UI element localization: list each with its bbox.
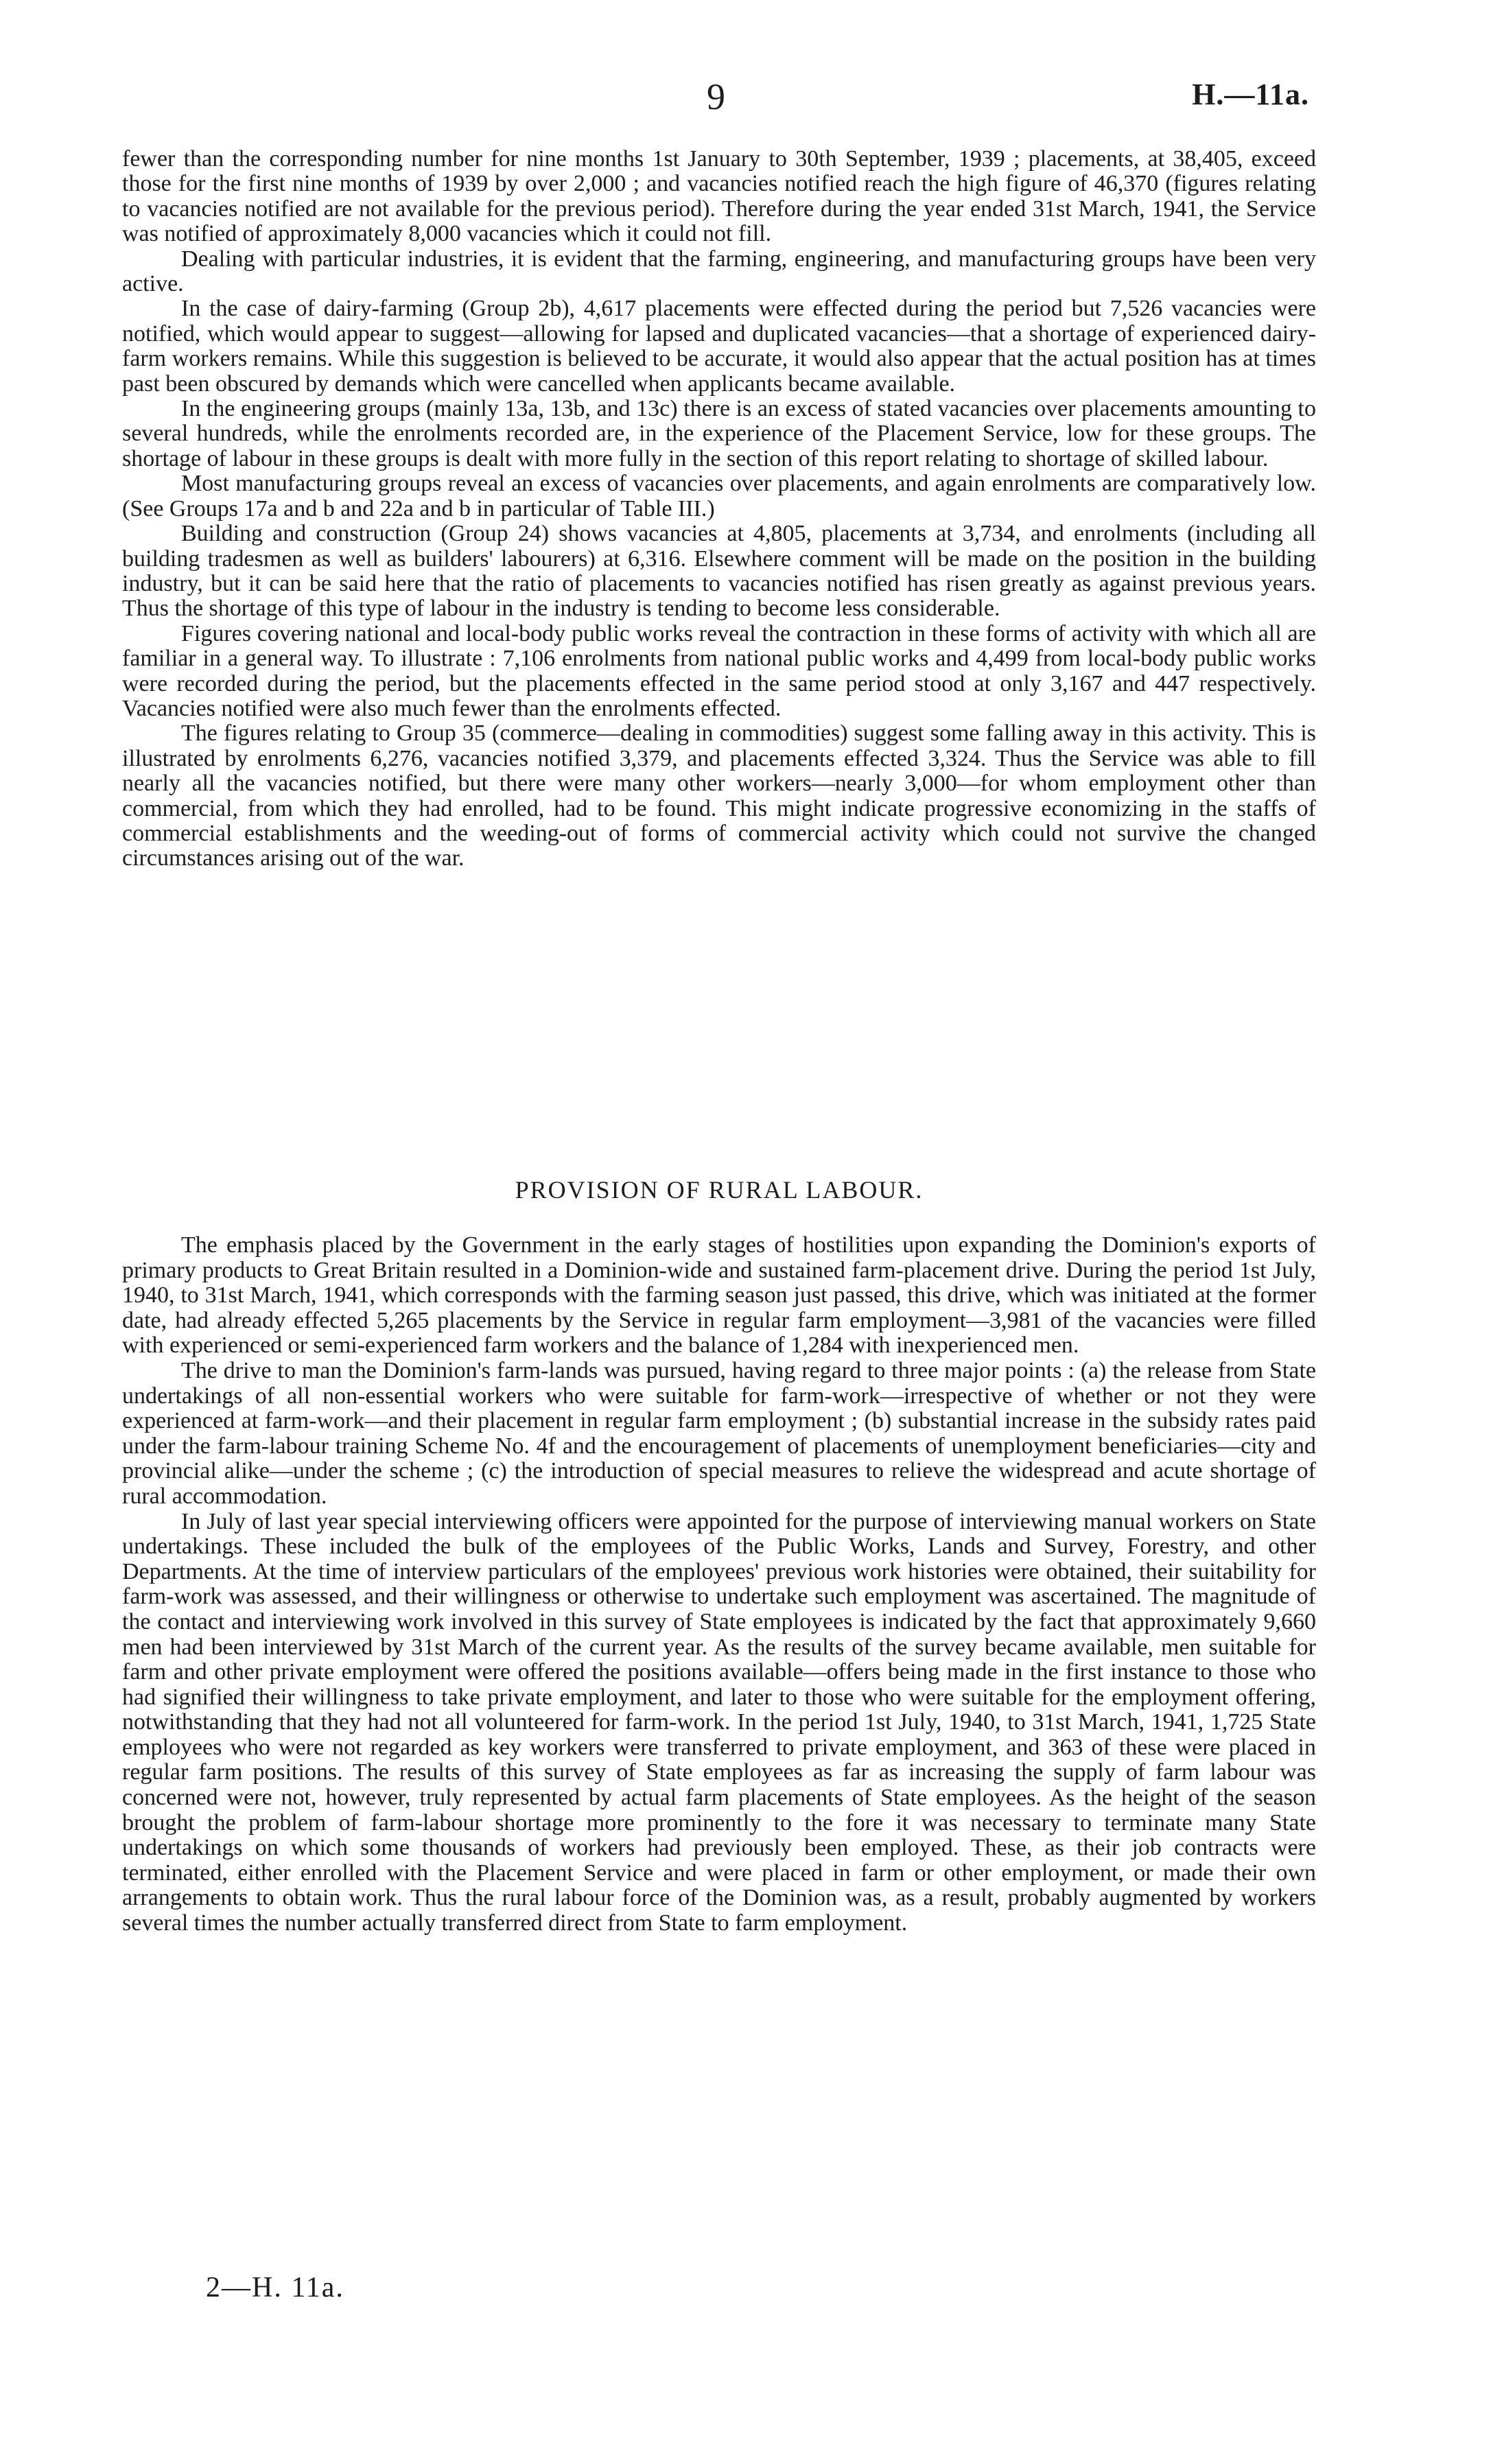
paragraph: Figures covering national and local-body public works reveal the contraction in these forms of activity with which all are familiar in a general way. To illustrate : 7,106 enrolments from national public works and 4,499 from local-body public works were recorded during the period, but the placements effected in the same period stood at only 3,167 and 447 respectively. Vacancies notified were also much fewer than the enrolments effected. bbox=[122, 620, 1316, 721]
paragraph: fewer than the corresponding number for nine months 1st January to 30th September, 1939 ; placements, at 38,405, exceed those for the first nine months of 1939 by over 2,000 ; and vacancies notified reach the high figure of 46,370 (figures relating to vacancies notified are not available for the previous period). Therefore during the year ended 31st March, 1941, the Service was notified of approximately 8,000 vacancies which it could not fill. bbox=[122, 146, 1316, 247]
paragraph: In the case of dairy-farming (Group 2b), 4,617 placements were effected during the period but 7,526 vacancies were notified, which would appear to suggest—allowing for lapsed and duplicated vacancies—that a shortage of experienced dairy-farm workers remains. While this suggestion is believed to be accurate, it would also appear that the actual position has at times past been obscured by demands which were cancelled when applicants became available. bbox=[122, 296, 1316, 397]
paragraph: Dealing with particular industries, it is evident that the farming, engineering, and manufacturing groups have been very active. bbox=[122, 246, 1316, 297]
section-2-body bbox=[122, 1233, 1316, 1936]
paragraph: The emphasis placed by the Government in the early stages of hostilities upon expanding the Dominion's exports of primary products to Great Britain resulted in a Dominion-wide and sustained farm-placement drive. During the period 1st July, 1940, to 31st March, 1941, which corresponds with the farming season just passed, this drive, which was initiated at the former date, had already effected 5,265 placements by the Service in regular farm employment—3,981 of the vacancies were filled with experienced or semi-experienced farm workers and the balance of 1,284 with inexperienced men. bbox=[122, 1232, 1316, 1359]
paragraph: In July of last year special interviewing officers were appointed for the purpose of interviewing manual workers on State undertakings. These included the bulk of the employees of the Public Works, Lands and Survey, Forestry, and other Departments. At the time of interview particulars of the employees' previous work histories were obtained, their suitability for farm-work was assessed, and their willingness or otherwise to undertake such employment was ascertained. The magnitude of the contact and interviewing work involved in this survey of State employees is indicated by the fact that approximately 9,660 men had been interviewed by 31st March of the current year. As the results of the survey became available, men suitable for farm and other private employment were offered the positions available—offers being made in the first instance to those who had signified their willingness to take private employment, and later to those who were suitable for the employment offering, notwithstanding that they had not all volunteered for farm-work. In the period 1st July, 1940, to 31st March, 1941, 1,725 State employees who were not regarded as key workers were transferred to private employment, and 363 of these were placed in regular farm positions. The results of this survey of State employees as far as increasing the supply of farm labour was concerned were not, however, truly represented by actual farm placements of State employees. As the height of the season brought the problem of farm-labour shortage more prominently to the fore it was necessary to terminate many State undertakings on which some thousands of workers had previously been employed. These, as their job contracts were terminated, either enrolled with the Placement Service and were placed in farm or other employment, or made their own arrangements to obtain work. Thus the rural labour force of the Dominion was, as a result, probably augmented by workers several times the number actually transferred direct from State to farm employment. bbox=[122, 1508, 1316, 1936]
section-heading: PROVISION OF RURAL LABOUR. bbox=[515, 1176, 924, 1204]
paragraph: The drive to man the Dominion's farm-lands was pursued, having regard to three major points : (a) the release from State undertakings of all non-essential workers who were suitable for farm-work—irrespective of whether or not they were experienced at farm-work—and their placement in regular farm employment ; (b) substantial increase in the subsidy rates paid under the farm-labour training Scheme No. 4f and the encouragement of placements of unemployment beneficiaries—city and provincial alike—under the scheme ; (c) the introduction of special measures to relieve the widespread and acute shortage of rural accommodation. bbox=[122, 1357, 1316, 1509]
document-code: H.—11a. bbox=[1192, 78, 1309, 111]
signature-mark: 2—H. 11a. bbox=[206, 2272, 344, 2303]
paragraph: In the engineering groups (mainly 13a, 13b, and 13c) there is an excess of stated vacancies over placements amounting to several hundreds, while the enrolments recorded are, in the experience of the Placement Service, low for these groups. The shortage of labour in these groups is dealt with more fully in the section of this report relating to shortage of skilled labour. bbox=[122, 396, 1316, 471]
paragraph: Building and construction (Group 24) shows vacancies at 4,805, placements at 3,734, and enrolments (including all building tradesmen as well as builders' labourers) at 6,316. Elsewhere comment will be made on the position in the building industry, but it can be said here that the ratio of placements to vacancies notified has risen greatly as against previous years. Thus the shortage of this type of labour in the industry is tending to become less considerable. bbox=[122, 521, 1316, 622]
paragraph: The figures relating to Group 35 (commerce—dealing in commodities) suggest some falling away in this activity. This is illustrated by enrolments 6,276, vacancies notified 3,379, and placements effected 3,324. Thus the Service was able to fill nearly all the vacancies notified, but there were many other workers—nearly 3,000—for whom employment other than commercial, from which they had enrolled, had to be found. This might indicate progressive economizing in the staffs of commercial establishments and the weeding-out of forms of commercial activity which could not survive the changed circumstances arising out of the war. bbox=[122, 720, 1316, 871]
page-number: 9 bbox=[707, 76, 725, 117]
section-1-body bbox=[122, 147, 1316, 871]
paragraph: Most manufacturing groups reveal an excess of vacancies over placements, and again enrolments are comparatively low. (See Groups 17a and b and 22a and b in particular of Table III.) bbox=[122, 471, 1316, 521]
